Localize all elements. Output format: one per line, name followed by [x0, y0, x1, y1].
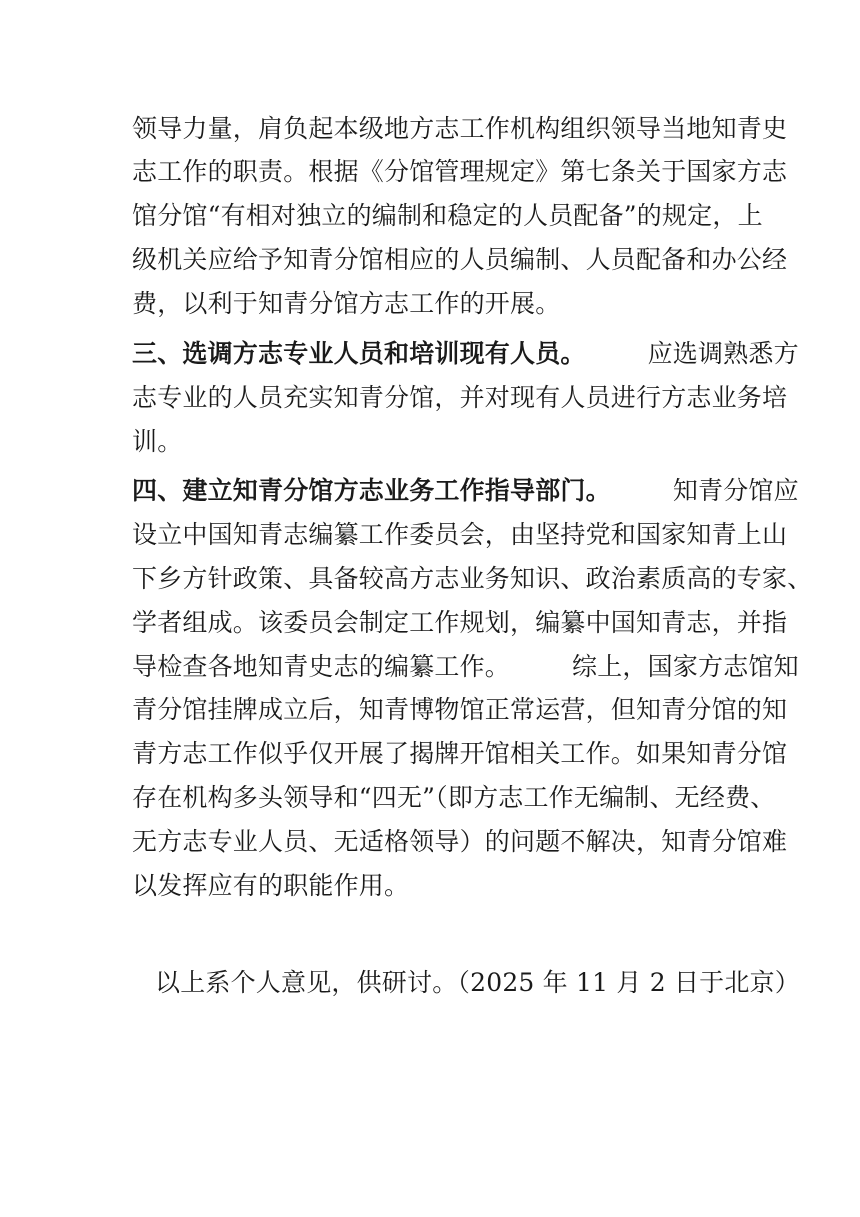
section-3-intro: 应选调熟悉方 — [647, 339, 799, 368]
paragraph-line: 领导力量，肩负起本级地方志工作机构组织领导当地知青史 — [132, 114, 788, 143]
paragraph-line: 馆分馆“有相对独立的编制和稳定的人员配备”的规定，上 — [132, 201, 763, 230]
paragraph-line: 青分馆挂牌成立后，知青博物馆正常运营，但知青分馆的知 — [132, 695, 788, 724]
paragraph-line: 学者组成。该委员会制定工作规划，编纂中国知青志，并指 — [132, 608, 788, 637]
summary-intro: 综上，国家方志馆知 — [572, 652, 799, 681]
closing-remark: 以上系个人意见，供研讨。（2025 年 11 月 2 日于北京） — [155, 968, 800, 997]
paragraph-line: 设立中国知青志编纂工作委员会，由坚持党和国家知青上山 — [132, 520, 788, 549]
paragraph-line: 志专业的人员充实知青分馆，并对现有人员进行方志业务培 — [132, 383, 788, 412]
paragraph-line: 存在机构多头领导和“四无”（即方志工作无编制、无经费、 — [132, 783, 776, 812]
section-4-line — [132, 471, 799, 511]
paragraph-line: 下乡方针政策、具备较高方志业务知识、政治素质高的专家、 — [132, 564, 813, 593]
section-4-intro: 知青分馆应 — [672, 476, 799, 505]
paragraph-text: 导检查各地知青史志的编纂工作。 — [132, 652, 511, 681]
paragraph-line: 级机关应给予知青分馆相应的人员编制、人员配备和办公经 — [132, 245, 788, 274]
paragraph-line: 青方志工作似乎仅开展了揭牌开馆相关工作。如果知青分馆 — [132, 739, 788, 768]
section-3-heading: 三、选调方志专业人员和培训现有人员。 — [132, 339, 586, 368]
summary-start-line — [132, 647, 799, 687]
paragraph-line: 志工作的职责。根据《分馆管理规定》第七条关于国家方志 — [132, 157, 788, 186]
section-3-line — [132, 334, 799, 374]
paragraph-line: 无方志专业人员、无适格领导）的问题不解决，知青分馆难 — [132, 827, 788, 856]
paragraph-line: 费，以利于知青分馆方志工作的开展。 — [132, 289, 561, 318]
paragraph-line: 以发挥应有的职能作用。 — [132, 871, 410, 900]
section-4-heading: 四、建立知青分馆方志业务工作指导部门。 — [132, 476, 611, 505]
paragraph-line: 训。 — [132, 427, 183, 456]
